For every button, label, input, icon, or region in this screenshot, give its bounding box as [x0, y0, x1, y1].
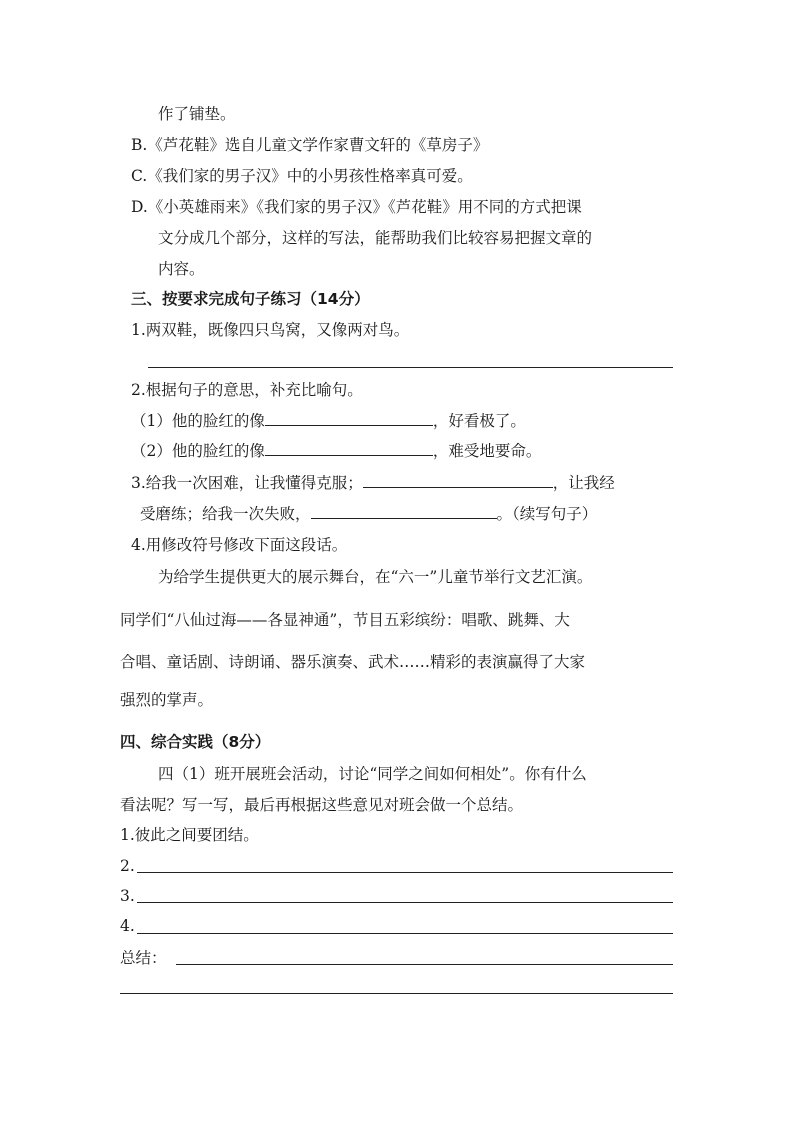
- question-3-line2-suffix: 。（续写句子）: [496, 505, 598, 523]
- answer-line-summary[interactable]: [176, 964, 673, 965]
- answer-line-item-2[interactable]: [137, 872, 673, 873]
- item-1: 1.彼此之间要团结。: [120, 826, 259, 844]
- summary-label: 总结：: [120, 949, 167, 967]
- option-d-line3: 内容。: [158, 260, 205, 278]
- question-2-1-suffix: ，好看极了。: [432, 412, 526, 430]
- section-4-title: 四、综合实践（8分）: [120, 733, 271, 751]
- question-2: 2.根据句子的意思，补充比喻句。: [131, 381, 363, 399]
- item-2-label: 2.: [120, 857, 135, 875]
- question-4: 4.用修改符号修改下面这段话。: [131, 536, 348, 554]
- option-b: B.《芦花鞋》选自儿童文学作家曹文轩的《草房子》: [131, 136, 489, 154]
- question-2-2-suffix: ，难受地要命。: [432, 442, 542, 460]
- blank-3-1[interactable]: [363, 471, 553, 488]
- question-3: [131, 471, 615, 494]
- question-2-1: [131, 409, 526, 432]
- blank-3-2[interactable]: [311, 502, 497, 519]
- option-c: C.《我们家的男子汉》中的小男孩性格率真可爱。: [131, 167, 473, 185]
- paragraph-line-1: 为给学生提供更大的展示舞台，在“六一”儿童节举行文艺汇演。: [158, 568, 593, 586]
- section-4-intro-1: 四（1）班开展班会活动，讨论“同学之间如何相处”。你有什么: [158, 765, 587, 783]
- question-3-prefix: 3.给我一次困难，让我懂得克服；: [131, 474, 363, 492]
- item-4-label: 4.: [120, 917, 135, 935]
- question-3-line2-prefix: 受磨练；给我一次失败，: [140, 505, 311, 523]
- section-4-intro-2: 看法呢？写一写，最后再根据这些意见对班会做一个总结。: [120, 796, 524, 814]
- option-d-line1: D.《小英雄雨来》《我们家的男子汉》《芦花鞋》用不同的方式把课: [131, 198, 582, 216]
- section-3-title: 三、按要求完成句子练习（14分）: [131, 290, 370, 308]
- question-2-1-prefix: （1）他的脸红的像: [131, 412, 265, 430]
- paragraph-line-4: 强烈的掌声。: [120, 691, 214, 709]
- blank-2-1[interactable]: [265, 409, 433, 426]
- paragraph-line-3: 合唱、童话剧、诗朗诵、器乐演奏、武术……精彩的表演赢得了大家: [120, 653, 586, 671]
- option-d-line2: 文分成几个部分，这样的写法，能帮助我们比较容易把握文章的: [158, 229, 593, 247]
- answer-line-item-4[interactable]: [137, 933, 673, 934]
- option-c-tail: 作了铺垫。: [158, 105, 236, 123]
- question-2-2-prefix: （2）他的脸红的像: [131, 442, 265, 460]
- paragraph-line-2: 同学们“八仙过海——各显神通”，节目五彩缤纷：唱歌、跳舞、大: [120, 611, 570, 629]
- blank-2-2[interactable]: [265, 439, 433, 456]
- question-3-mid: ，让我经: [552, 474, 615, 492]
- answer-line-summary-2[interactable]: [120, 993, 673, 994]
- question-2-2: [131, 439, 541, 462]
- question-1: 1.两双鞋，既像四只鸟窝，又像两对鸟。: [131, 321, 410, 339]
- answer-line-q1[interactable]: [148, 367, 673, 368]
- item-3-label: 3.: [120, 887, 135, 905]
- question-3-line2: [140, 502, 597, 525]
- answer-line-item-3[interactable]: [137, 902, 673, 903]
